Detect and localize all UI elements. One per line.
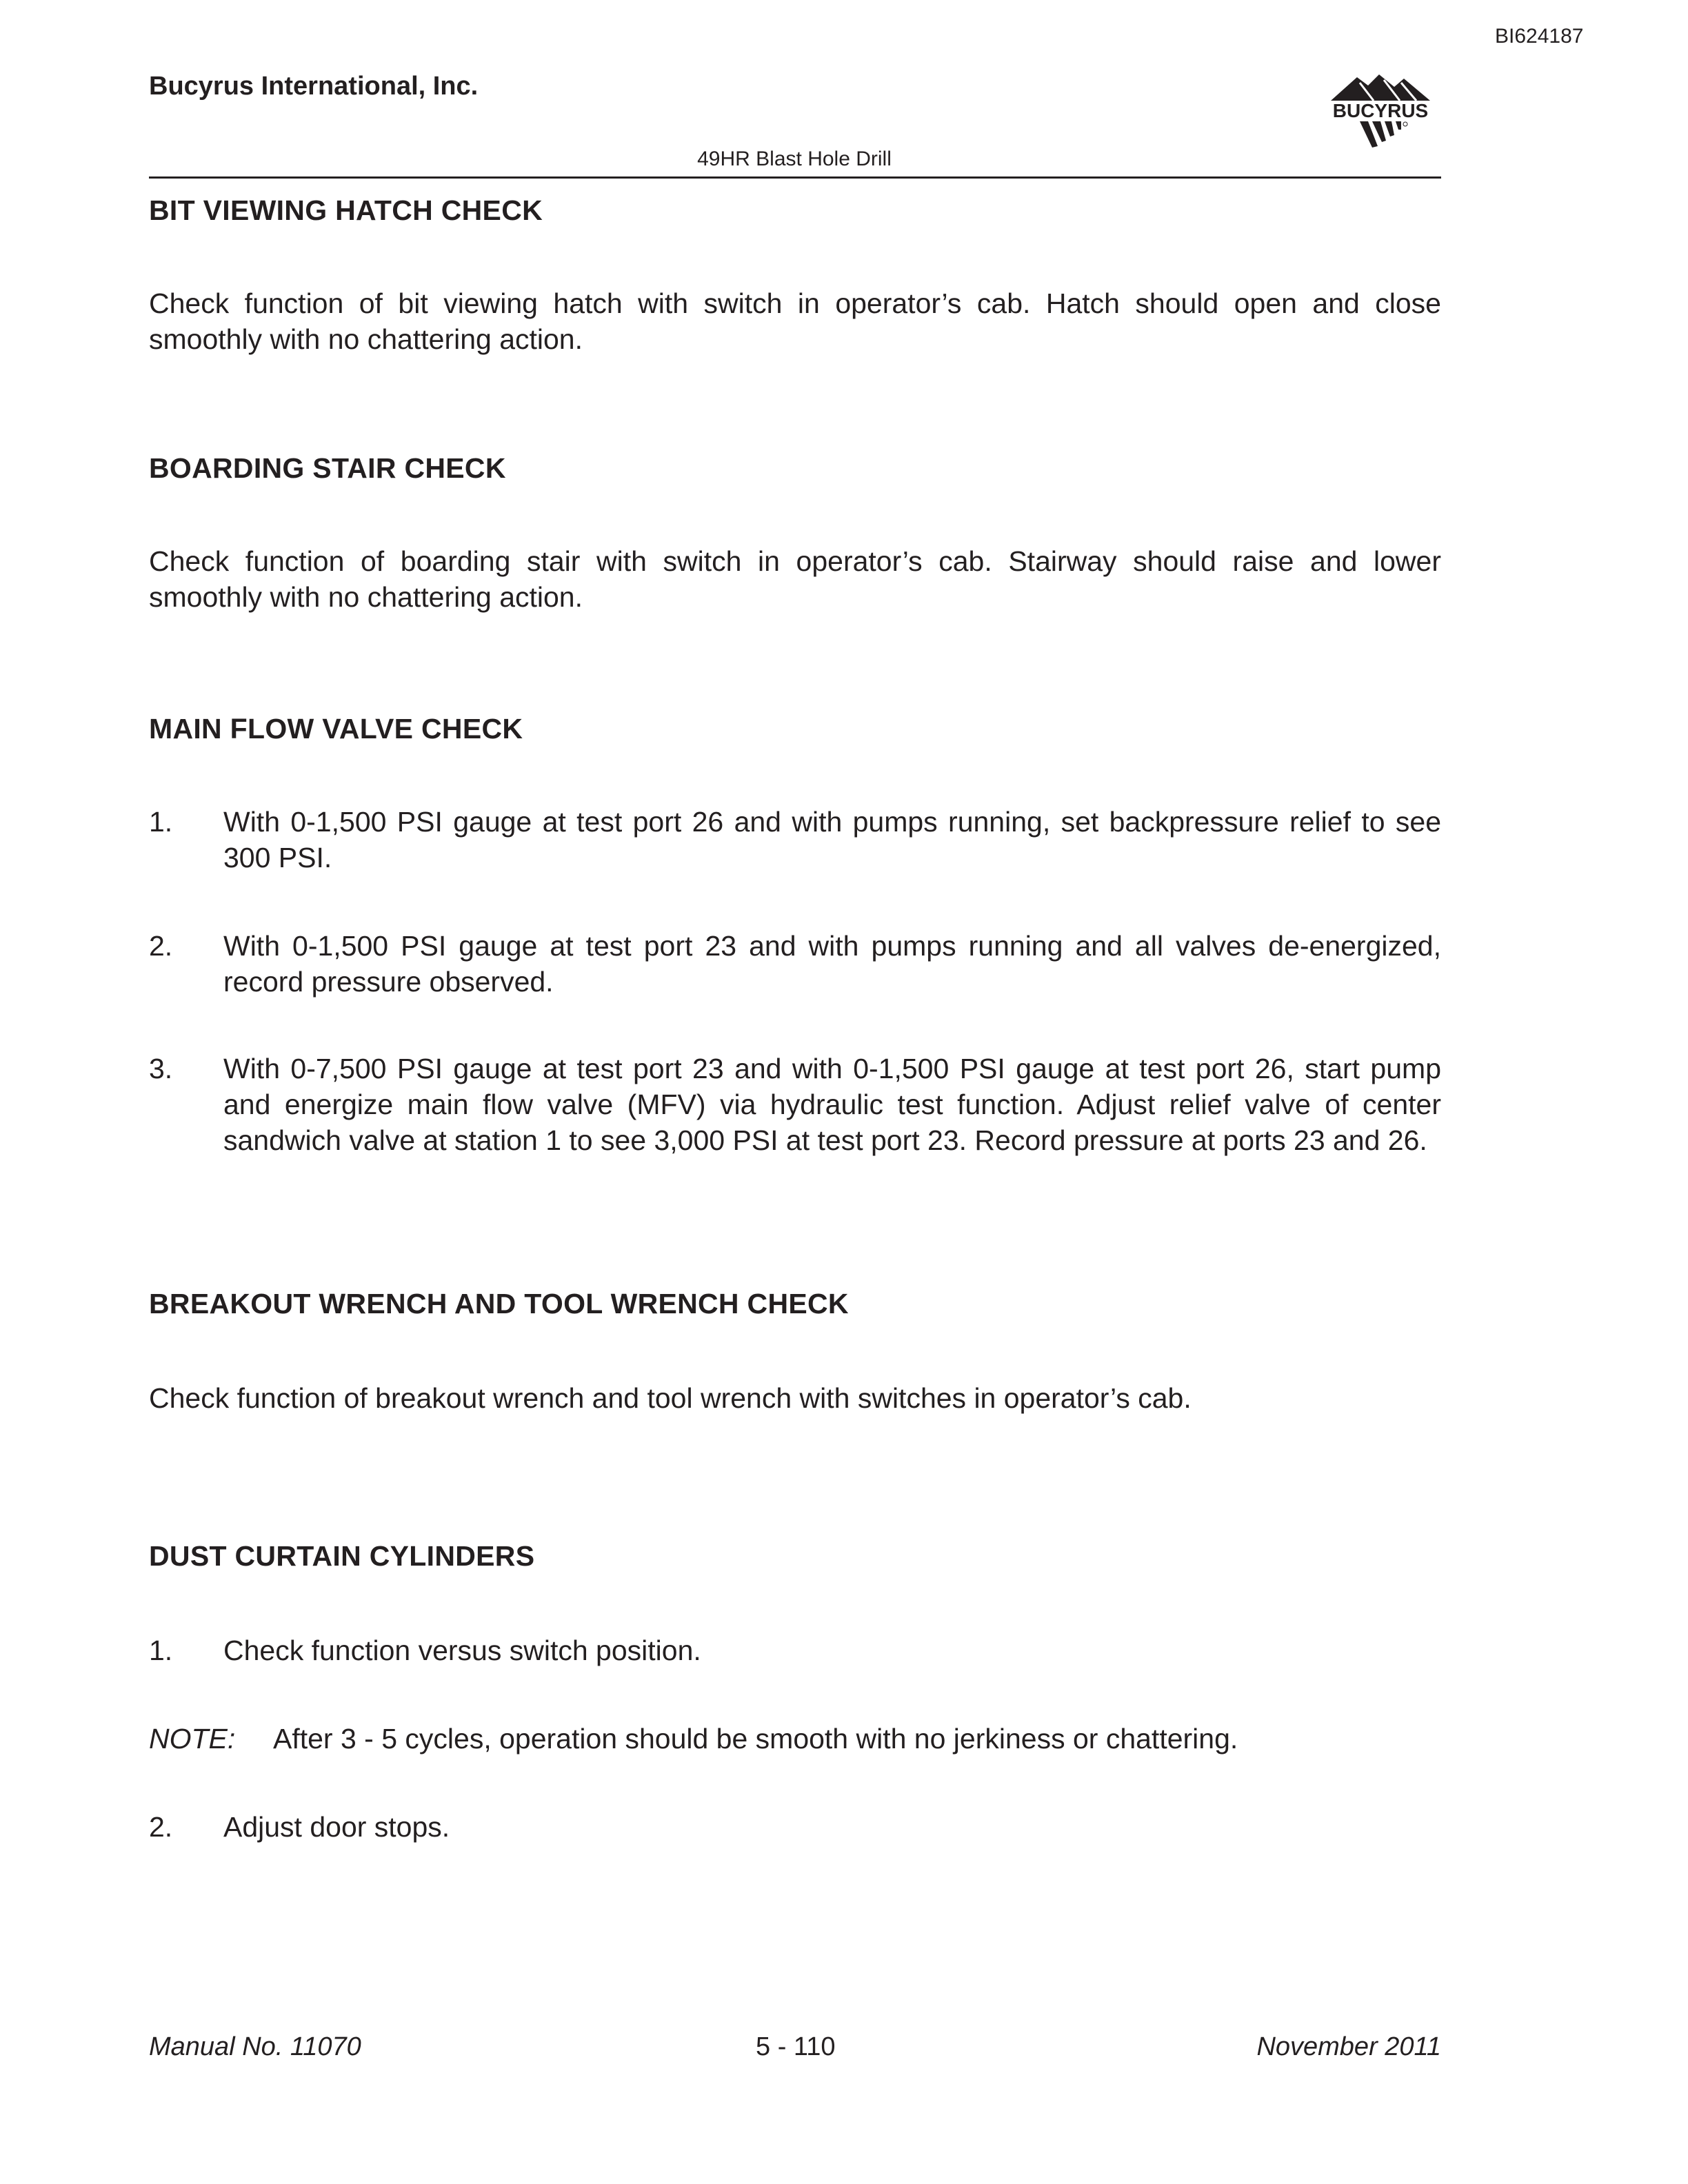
note-label: NOTE: (149, 1723, 236, 1755)
document-id: BI624187 (1495, 25, 1584, 48)
product-title: 49HR Blast Hole Drill (697, 148, 892, 170)
list-item-number: 2. (149, 930, 173, 962)
paragraph-bit-viewing-hatch: Check function of bit viewing hatch with switch in operator’s cab. Hatch should open and close smoothly with no chattering action. (149, 287, 1441, 355)
paragraph-breakout-wrench: Check function of breakout wrench and tool wrench with switches in operator’s cab. (149, 1382, 1192, 1414)
heading-breakout-wrench: BREAKOUT WRENCH AND TOOL WRENCH CHECK (149, 1288, 849, 1320)
heading-boarding-stair: BOARDING STAIR CHECK (149, 452, 506, 484)
list-item-text: With 0-1,500 PSI gauge at test port 26 and with pumps running, set backpressure relief to see 300 PSI. (223, 806, 1441, 873)
list-item-number: 1. (149, 806, 173, 838)
note-text: After 3 - 5 cycles, operation should be smooth with no jerkiness or chattering. (273, 1723, 1238, 1755)
svg-text:BUCYRUS: BUCYRUS (1332, 100, 1429, 121)
list-item-text: With 0-1,500 PSI gauge at test port 23 and with pumps running and all valves de-energized, record pressure observed. (223, 930, 1441, 998)
bucyrus-logo (1318, 69, 1443, 152)
footer-manual-number: Manual No. 11070 (149, 2032, 361, 2061)
header-rule (149, 176, 1441, 179)
heading-bit-viewing-hatch: BIT VIEWING HATCH CHECK (149, 194, 543, 226)
heading-main-flow-valve: MAIN FLOW VALVE CHECK (149, 713, 523, 745)
list-item-text: Check function versus switch position. (223, 1635, 701, 1666)
footer-page-number: 5 - 110 (756, 2032, 836, 2061)
heading-dust-curtain: DUST CURTAIN CYLINDERS (149, 1540, 535, 1572)
list-item-number: 3. (149, 1053, 173, 1084)
list-item-number: 1. (149, 1635, 173, 1666)
company-name: Bucyrus International, Inc. (149, 72, 479, 101)
paragraph-boarding-stair: Check function of boarding stair with switch in operator’s cab. Stairway should raise and lower smoothly with no chattering action. (149, 545, 1441, 613)
list-item-text: With 0-7,500 PSI gauge at test port 23 and with 0-1,500 PSI gauge at test port 26, start pump and energize main flow valve (MFV) via hydraulic test function. Adjust relief valve of center sandwich valve at station 1 to see 3,000 PSI at test port 23. Record pressure at ports 23 and 26. (223, 1053, 1441, 1156)
list-item-number: 2. (149, 1811, 173, 1843)
list-item-text: Adjust door stops. (223, 1811, 450, 1843)
footer-date: November 2011 (1256, 2032, 1441, 2061)
